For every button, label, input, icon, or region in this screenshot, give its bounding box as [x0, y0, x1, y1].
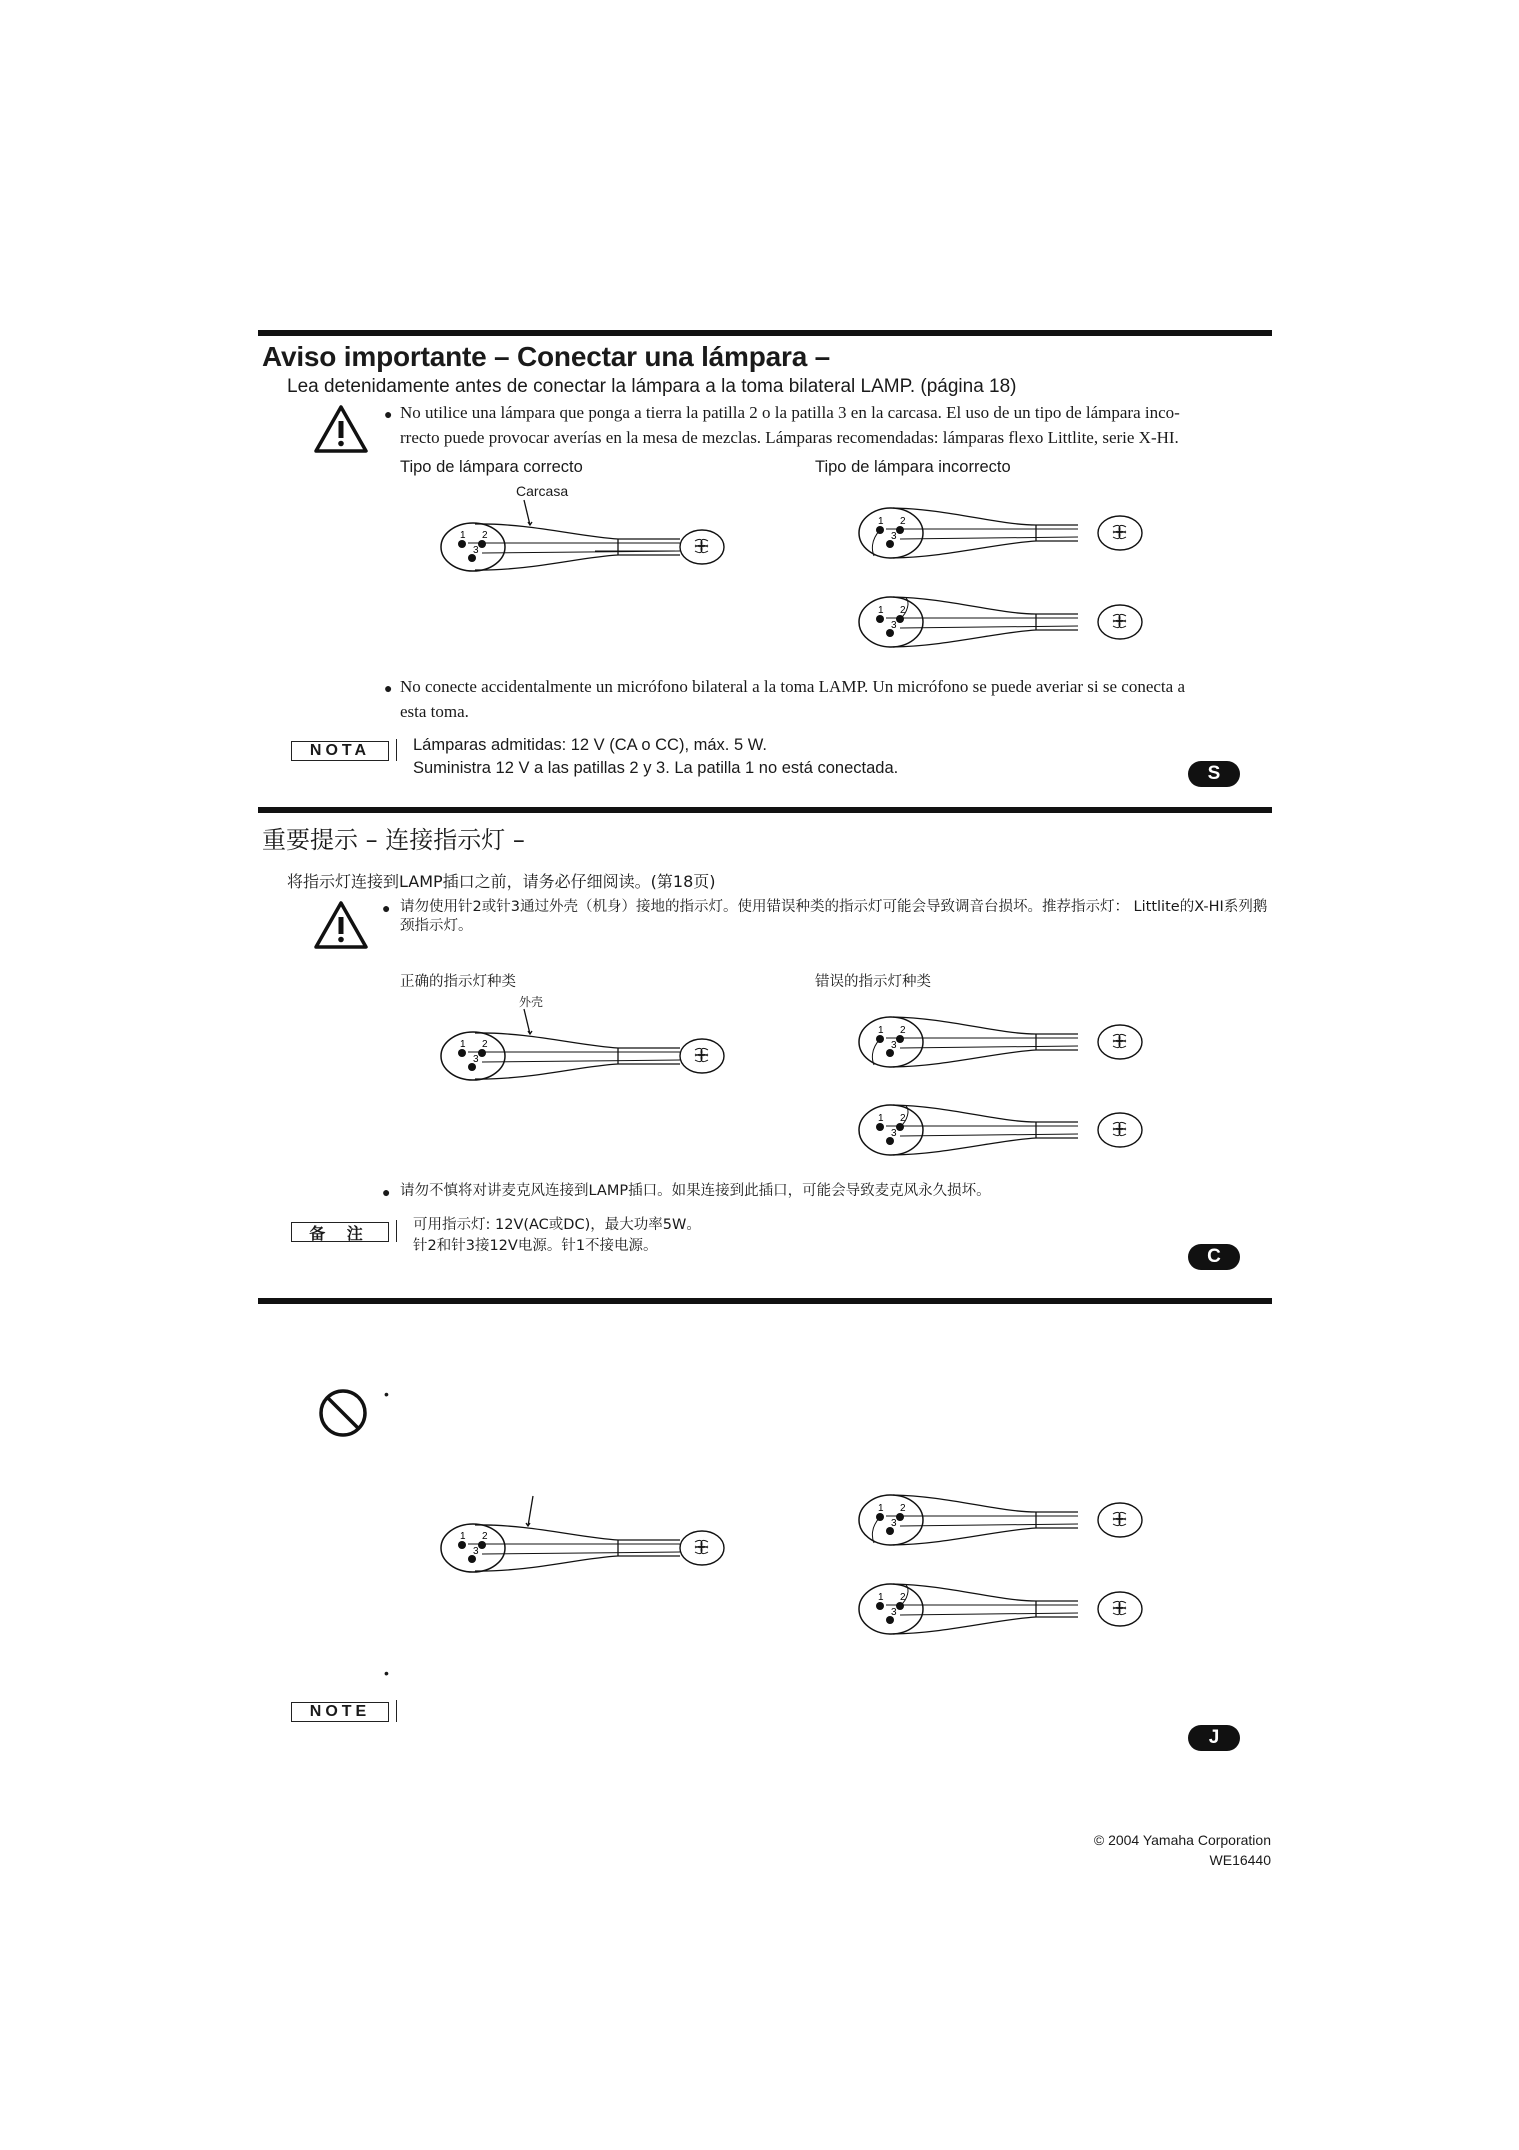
chinese-note-line2: 针2和针3接12V电源。针1不接电源。 [413, 1238, 658, 1254]
spanish-bullet1 [400, 400, 1260, 450]
chinese-note [413, 1215, 701, 1257]
svg-text:1: 1 [878, 605, 884, 616]
svg-text:3: 3 [473, 1546, 479, 1557]
top-rule [258, 330, 1272, 336]
incorrect-lamp-diagram-2 [858, 592, 1148, 667]
svg-text:1: 1 [878, 1113, 884, 1124]
svg-text:1: 1 [460, 1039, 466, 1050]
spanish-incorrect-label: Tipo de lámpara incorrecto [815, 458, 1011, 476]
svg-text:2: 2 [900, 1025, 906, 1036]
spanish-housing-label: Carcasa [516, 483, 569, 499]
svg-text:3: 3 [891, 1040, 897, 1051]
svg-text:1: 1 [460, 1531, 466, 1542]
spanish-bullet2-line2: esta toma. [400, 702, 469, 721]
spanish-title: Aviso importante – Conectar una lámpara – [262, 341, 831, 372]
svg-text:3: 3 [891, 620, 897, 631]
spanish-note [413, 734, 898, 780]
bullet-dot: ● [382, 1184, 391, 1200]
spanish-correct-label: Tipo de lámpara correcto [400, 458, 583, 476]
note-badge: NOTE [291, 1702, 389, 1722]
chinese-note-badge: 备 注 [291, 1222, 389, 1242]
correct-lamp-diagram [440, 1004, 730, 1079]
chinese-bullet1 [400, 898, 1280, 936]
language-badge-c: C [1188, 1244, 1240, 1270]
chinese-housing-label: 外壳 [519, 995, 544, 1009]
chinese-bullet1-line2: 颈指示灯。 [400, 918, 473, 934]
chinese-note-line1: 可用指示灯: 12V(AC或DC)，最大功率5W。 [413, 1217, 701, 1233]
svg-text:2: 2 [900, 605, 906, 616]
footer [1094, 1830, 1271, 1870]
correct-lamp-diagram [440, 495, 730, 570]
japanese-bullet2: • [384, 1665, 389, 1681]
incorrect-lamp-diagram-2 [858, 1100, 1148, 1175]
spanish-subtitle: Lea detenidamente antes de conectar la lámpara a la toma bilateral LAMP. (página 18) [287, 376, 1017, 397]
svg-text:1: 1 [878, 1025, 884, 1036]
warning-triangle-icon [313, 900, 369, 950]
svg-text:3: 3 [891, 531, 897, 542]
svg-text:2: 2 [900, 516, 906, 527]
rule-japanese [258, 1298, 1272, 1304]
svg-text:2: 2 [900, 1592, 906, 1603]
svg-text:2: 2 [900, 1503, 906, 1514]
spanish-bullet2-line1: No conecte accidentalmente un micrófono bilateral a la toma LAMP. Un micrófono se puede averiar si se conecta a [400, 677, 1185, 696]
spanish-bullet1-line1: No utilice una lámpara que ponga a tierra la patilla 2 o la patilla 3 en la carcasa. El uso de un tipo de lámpara inco- [400, 403, 1180, 422]
bullet-dot: ● [384, 680, 393, 696]
japanese-bullet1: • [384, 1386, 389, 1402]
incorrect-lamp-diagram-1 [858, 503, 1148, 578]
chinese-title: 重要提示 – 连接指示灯 – [262, 826, 525, 854]
svg-text:1: 1 [878, 1592, 884, 1603]
spanish-note-line1: Lámparas admitidas: 12 V (CA o CC), máx. 5 W. [413, 736, 767, 754]
spanish-bullet2 [400, 674, 1260, 724]
svg-text:2: 2 [900, 1113, 906, 1124]
incorrect-lamp-diagram-2 [858, 1579, 1148, 1654]
chinese-subtitle: 将指示灯连接到LAMP插口之前，请务必仔细阅读。(第18页) [287, 872, 716, 891]
correct-lamp-diagram [440, 1496, 730, 1571]
incorrect-lamp-diagram-1 [858, 1012, 1148, 1087]
spanish-note-line2: Suministra 12 V a las patillas 2 y 3. La patilla 1 no está conectada. [413, 759, 899, 777]
prohibition-icon [318, 1388, 368, 1438]
rule-chinese [258, 807, 1272, 813]
language-badge-s: S [1188, 761, 1240, 787]
svg-text:1: 1 [878, 1503, 884, 1514]
svg-text:1: 1 [878, 516, 884, 527]
chinese-correct-label: 正确的指示灯种类 [400, 974, 516, 990]
bullet-dot: ● [382, 900, 391, 916]
svg-text:1: 1 [460, 530, 466, 541]
chinese-bullet1-line1: 请勿使用针2或针3通过外壳（机身）接地的指示灯。使用错误种类的指示灯可能会导致调音台损坏。推荐指示灯： Littlite的X-HI系列鹅 [400, 899, 1268, 915]
svg-text:3: 3 [891, 1607, 897, 1618]
svg-text:2: 2 [482, 1531, 488, 1542]
chinese-incorrect-label: 错误的指示灯种类 [815, 974, 931, 990]
document-code: WE16440 [1209, 1852, 1271, 1868]
bullet-dot: ● [384, 406, 393, 422]
language-badge-j: J [1188, 1725, 1240, 1751]
svg-text:2: 2 [482, 530, 488, 541]
svg-text:3: 3 [891, 1518, 897, 1529]
svg-text:3: 3 [473, 545, 479, 556]
incorrect-lamp-diagram-1 [858, 1490, 1148, 1565]
nota-badge: NOTA [291, 741, 389, 761]
svg-text:3: 3 [891, 1128, 897, 1139]
chinese-bullet2: 请勿不慎将对讲麦克风连接到LAMP插口。如果连接到此插口，可能会导致麦克风永久损坏。 [400, 1183, 991, 1199]
spanish-bullet1-line2: rrecto puede provocar averías en la mesa de mezclas. Lámparas recomendadas: lámparas flexo Littlite, serie X-HI. [400, 428, 1179, 447]
svg-text:3: 3 [473, 1054, 479, 1065]
warning-triangle-icon [313, 404, 369, 454]
copyright-text: © 2004 Yamaha Corporation [1093, 1832, 1271, 1848]
svg-text:2: 2 [482, 1039, 488, 1050]
